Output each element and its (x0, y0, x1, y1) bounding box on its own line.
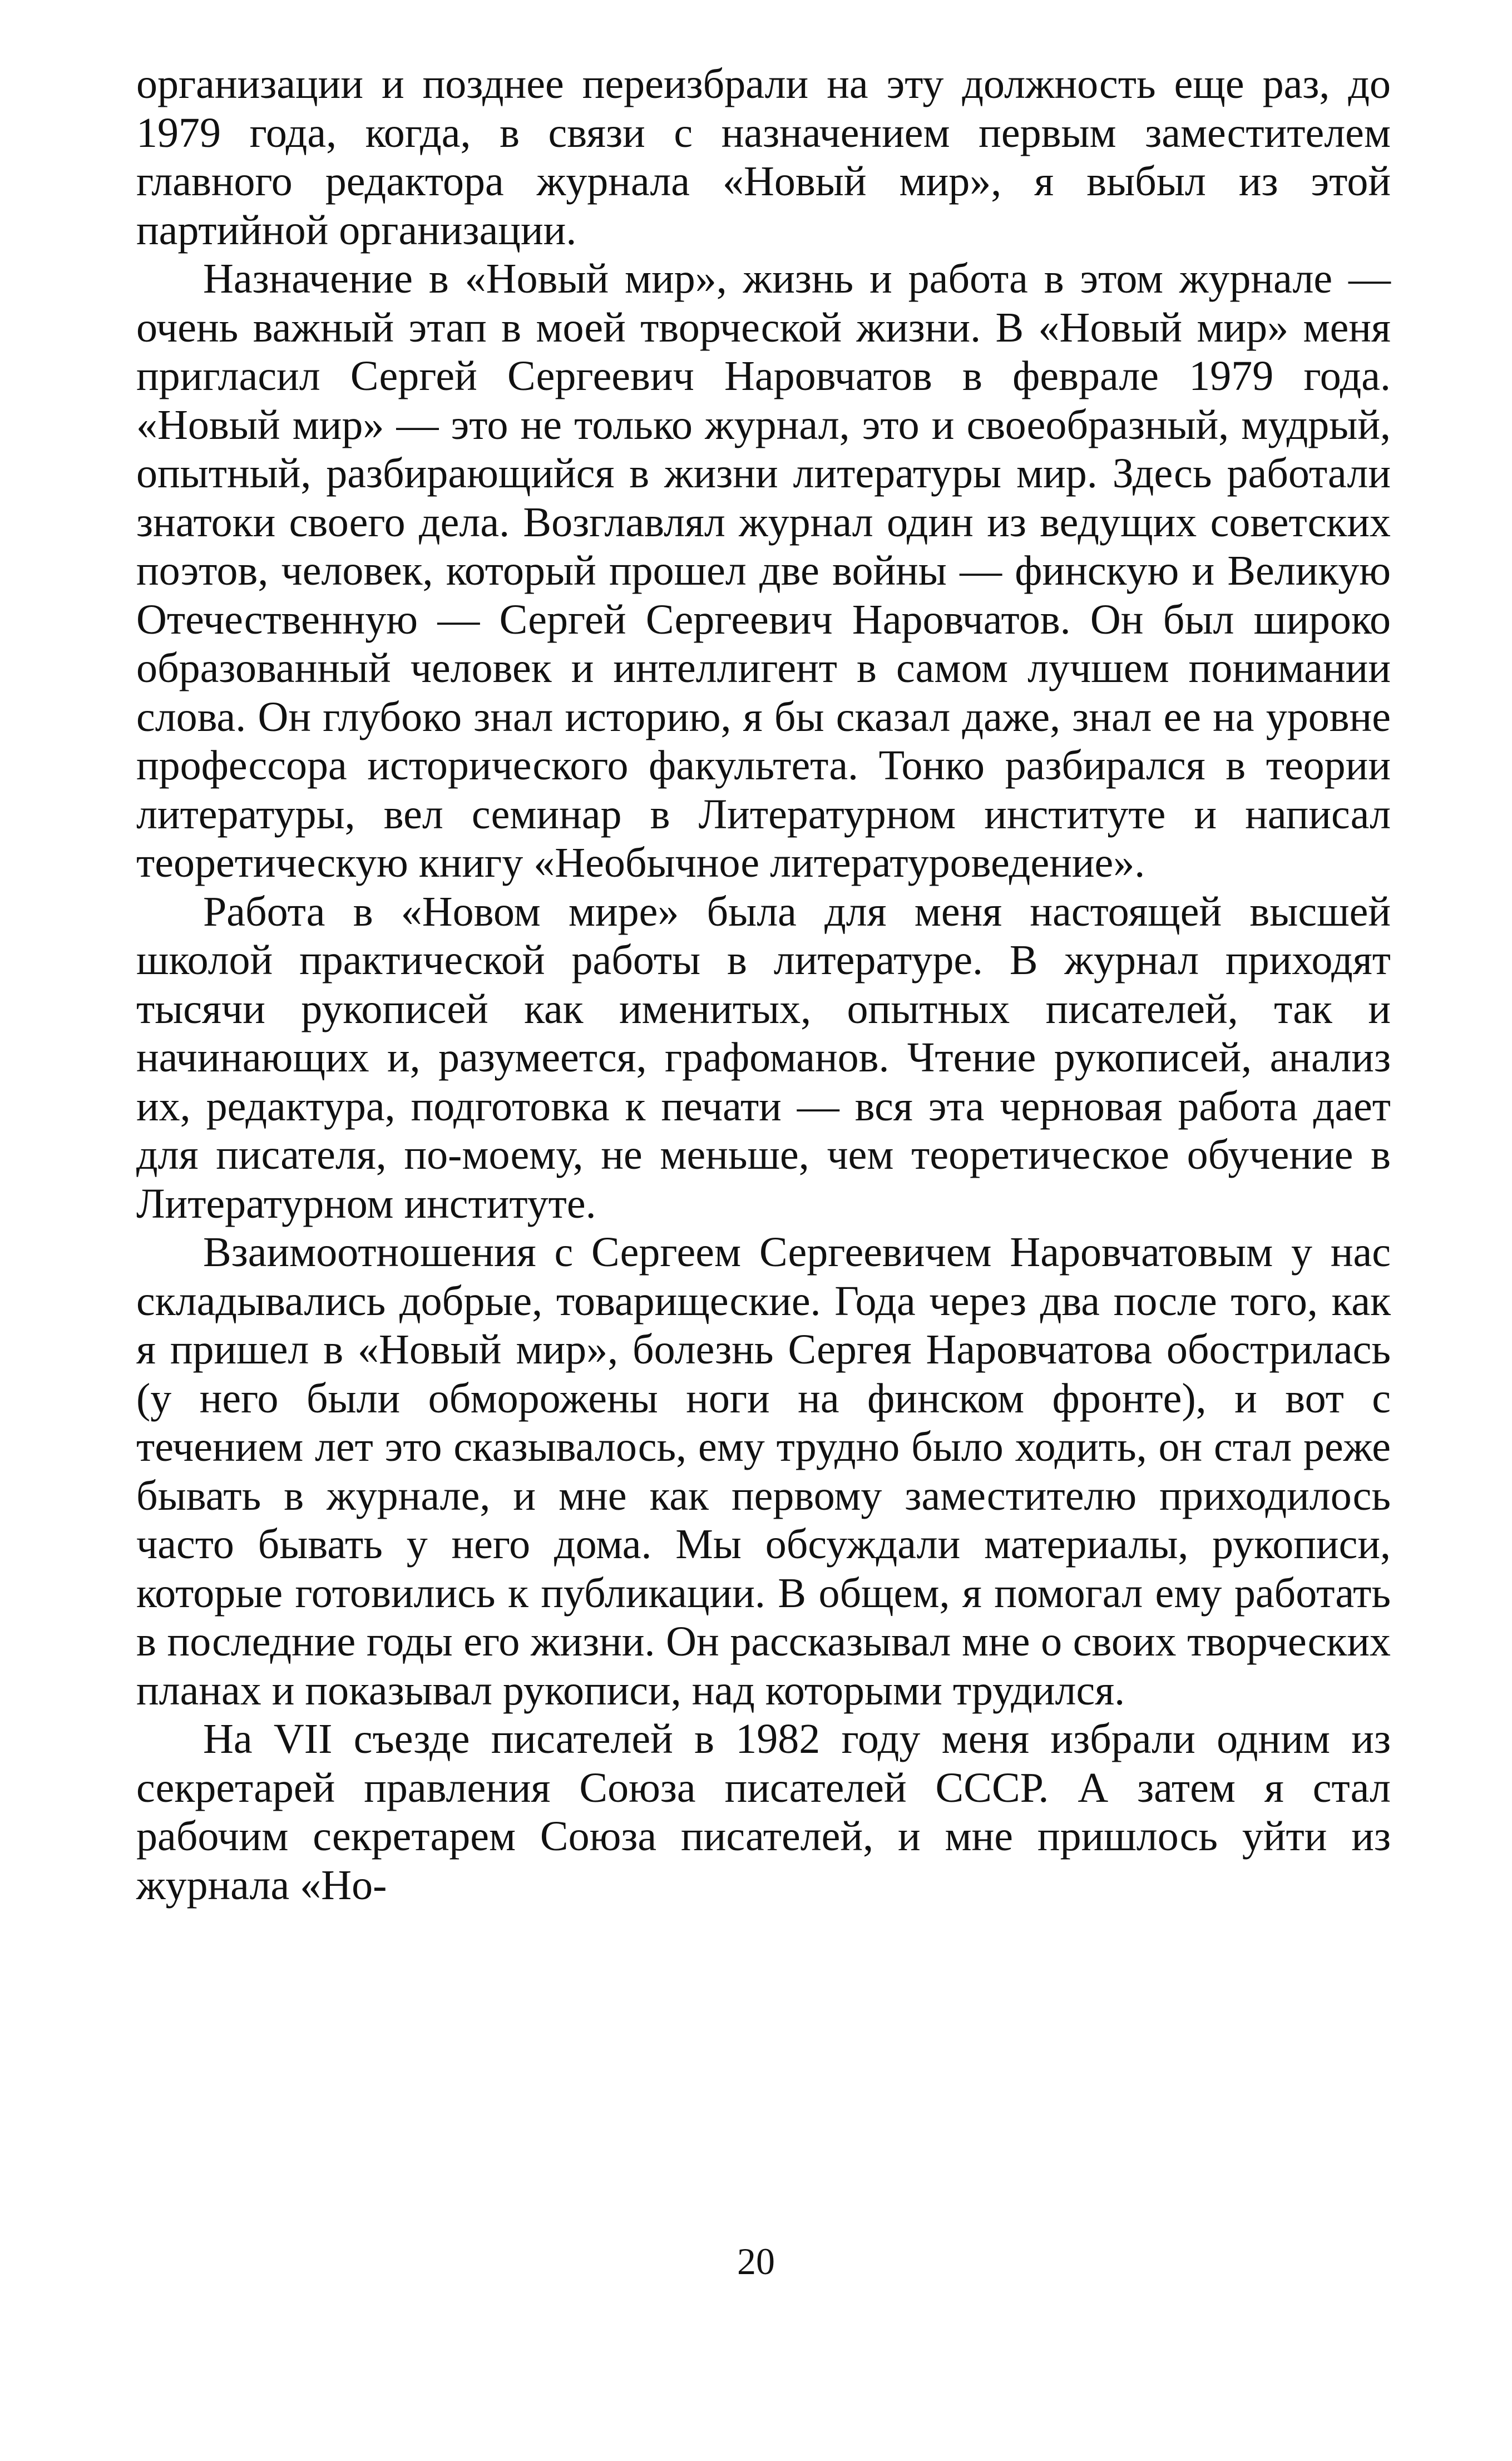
page-body-text (136, 60, 1391, 1910)
page-number: 20 (737, 2240, 775, 2282)
paragraph-continuation: организации и позднее переизбрали на эту должность еще раз, до 1979 года, когда, в связи с назначением первым заместителем главного редактора журнала «Новый мир», я выбыл из этой партийной организации. (136, 61, 1391, 254)
paragraph-work-at-novy-mir: Работа в «Новом мире» была для меня настоящей высшей школой практической работы в литературе. В журнал приходят тысячи рукописей как именитых, опытных писателей, так и начинающих и, разумеется, графоманов. Чтение рукописей, анализ их, редактура, подготовка к печати — вся эта черновая работа дает для писателя, по-моему, не меньше, чем теоретическое обучение в Литературном институте. (136, 888, 1391, 1227)
paragraph-relationship-narovchatov: Взаимоотношения с Сергеем Сергеевичем Наровчатовым у нас складывались добрые, товарищеские. Года через два после того, как я пришел в «Новый мир», болезнь Сергея Наровчатова обострилась (у него были обморожены ноги на финском фронте), и вот с течением лет это сказывалось, ему трудно было ходить, он стал реже бывать в журнале, и мне как первому заместителю приходилось часто бывать у него дома. Мы обсуждали материалы, рукописи, которые готовились к публикации. В общем, я помогал ему работать в последние годы его жизни. Он рассказывал мне о своих творческих планах и показывал рукописи, над которыми трудился. (136, 1229, 1391, 1714)
paragraph-writers-congress: На VII съезде писателей в 1982 году меня избрали одним из секретарей правления Союза писателей СССР. А затем я стал рабочим секретарем Союза писателей, и мне пришлось уйти из журнала «Но- (136, 1716, 1391, 1909)
paragraph-novy-mir-appointment: Назначение в «Новый мир», жизнь и работа в этом журнале — очень важный этап в моей творческой жизни. В «Новый мир» меня пригласил Сергей Сергеевич Наровчатов в феврале 1979 года. «Новый мир» — это не только журнал, это и своеобразный, мудрый, опытный, разбирающийся в жизни литературы мир. Здесь работали знатоки своего дела. Возглавлял журнал один из ведущих советских поэтов, человек, который прошел две войны — финскую и Великую Отечественную — Сергей Сергеевич Наровчатов. Он был широко образованный человек и интеллигент в самом лучшем понимании слова. Он глубоко знал историю, я бы сказал даже, знал ее на уровне профессора исторического факультета. Тонко разбирался в теории литературы, вел семинар в Литературном институте и написал теоретическую книгу «Необычное литературоведение». (136, 255, 1391, 886)
